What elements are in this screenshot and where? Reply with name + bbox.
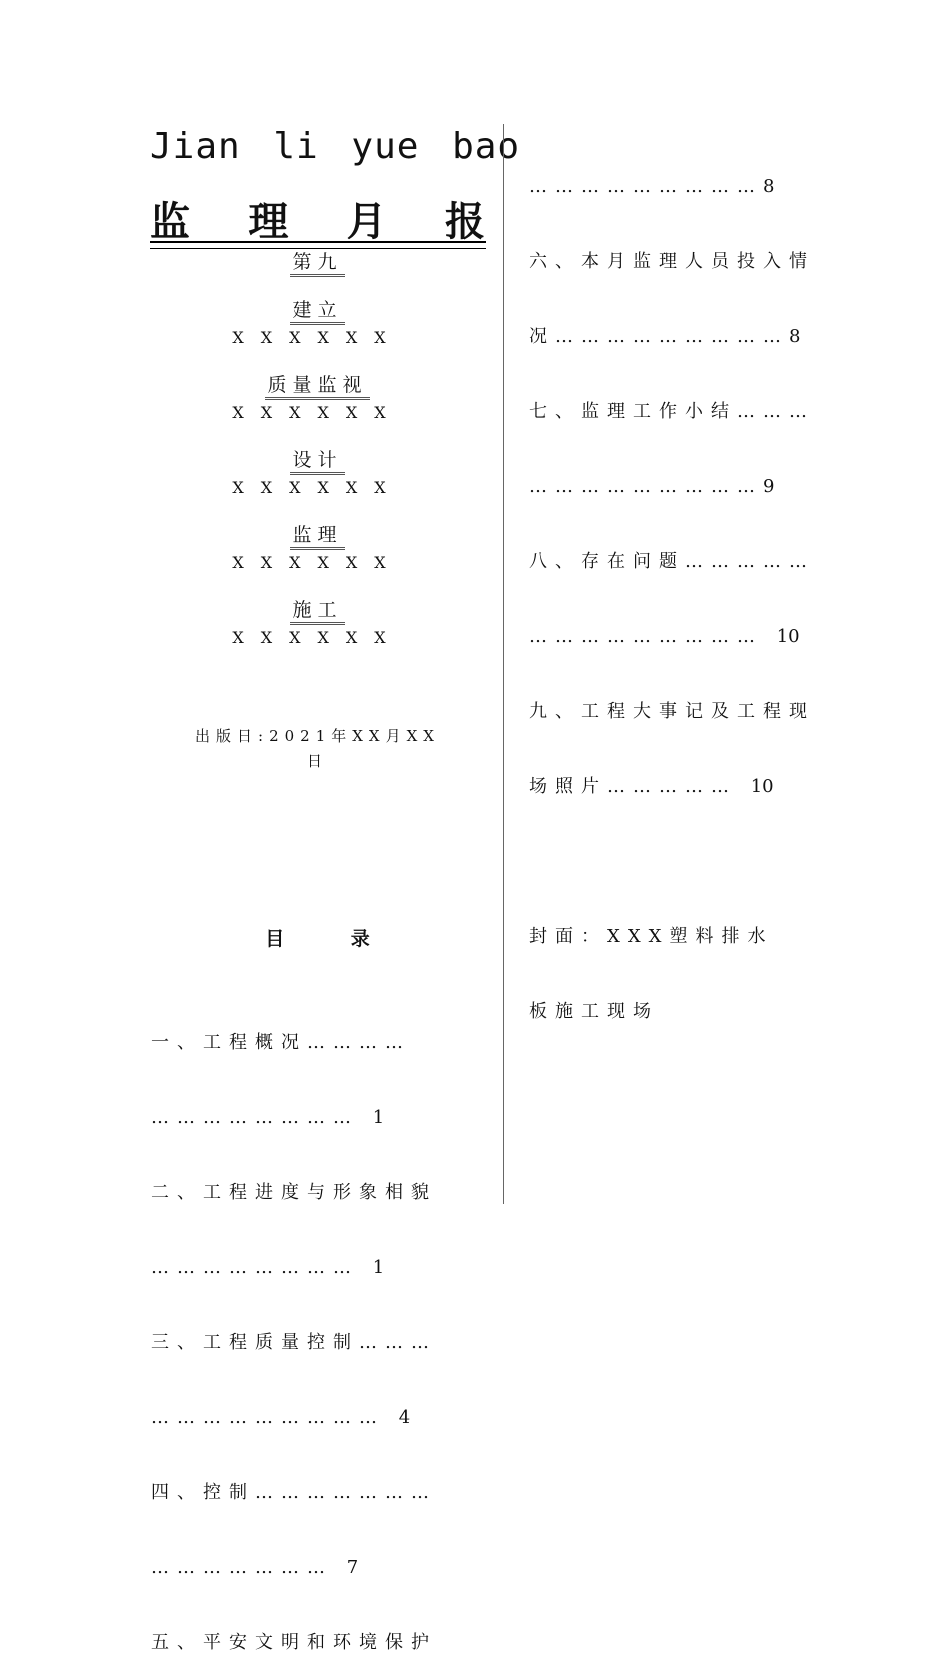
toc-line: 四、控制………………… (151, 1482, 437, 1503)
issue-label: 第九 (290, 250, 344, 277)
section-supervision (150, 523, 485, 574)
toc-line: 六、本月监理人员投入情 (529, 251, 815, 272)
toc-line: ………………… 7 (151, 1557, 359, 1578)
toc-line: ……………………… 10 (529, 626, 800, 647)
section-value: XXXXXX (232, 478, 403, 497)
toc-line: …………………… 1 (151, 1107, 385, 1128)
toc-line: 七、监理工作小结……… (529, 401, 815, 422)
section-label: 监理 (290, 523, 344, 550)
cover-note (529, 874, 869, 1074)
publish-line: 日 (306, 752, 328, 770)
title-char: 月 (346, 199, 387, 245)
toc-line: ………………………8 (529, 176, 775, 197)
section-label: 设计 (290, 448, 344, 475)
section-label: 质量监视 (265, 373, 369, 400)
publish-date (150, 724, 485, 774)
toc-line: 八、存在问题…………… (529, 551, 815, 572)
section-quality (150, 373, 485, 424)
main-title (150, 190, 485, 247)
title-char: 报 (444, 199, 485, 245)
section-value: XXXXXX (232, 403, 403, 422)
toc-line: 三、工程质量控制……… (151, 1332, 437, 1353)
section-label: 建立 (290, 298, 344, 325)
cover-note-line: 板施工现场 (529, 1001, 659, 1022)
issue-block (150, 250, 485, 277)
title-char: 监 (150, 199, 190, 245)
toc-line: 九、工程大事记及工程现 (529, 701, 815, 722)
section-value: XXXXXX (232, 628, 403, 647)
toc-line: ……………………… 4 (151, 1407, 411, 1428)
pinyin-title: Jian li yue bao (150, 126, 521, 167)
section-builder (150, 298, 485, 349)
toc-right-column (529, 124, 869, 1099)
section-value: XXXXXX (232, 328, 403, 347)
publish-line: 出版日:2021年XX月XX (195, 727, 440, 745)
section-label: 施工 (290, 598, 344, 625)
toc-heading: 目 录 (265, 928, 370, 950)
toc-line: 五、平安文明和环境保护 (151, 1632, 437, 1653)
cover-note-line: 封面：XXX塑料排水 (529, 926, 774, 947)
toc-line: 况………………………8 (529, 326, 801, 347)
title-double-rule (150, 241, 486, 249)
section-construction (150, 598, 485, 649)
toc-line: ………………………9 (529, 476, 775, 497)
title-char: 理 (248, 199, 289, 245)
section-value: XXXXXX (232, 553, 403, 572)
toc-line: 二、工程进度与形象相貌 (151, 1182, 437, 1203)
section-design (150, 448, 485, 499)
toc-line: 一、工程概况………… (151, 1032, 411, 1053)
toc-line: 场照片…………… 10 (529, 776, 774, 797)
toc-left-column (151, 980, 513, 1680)
toc-line: …………………… 1 (151, 1257, 385, 1278)
